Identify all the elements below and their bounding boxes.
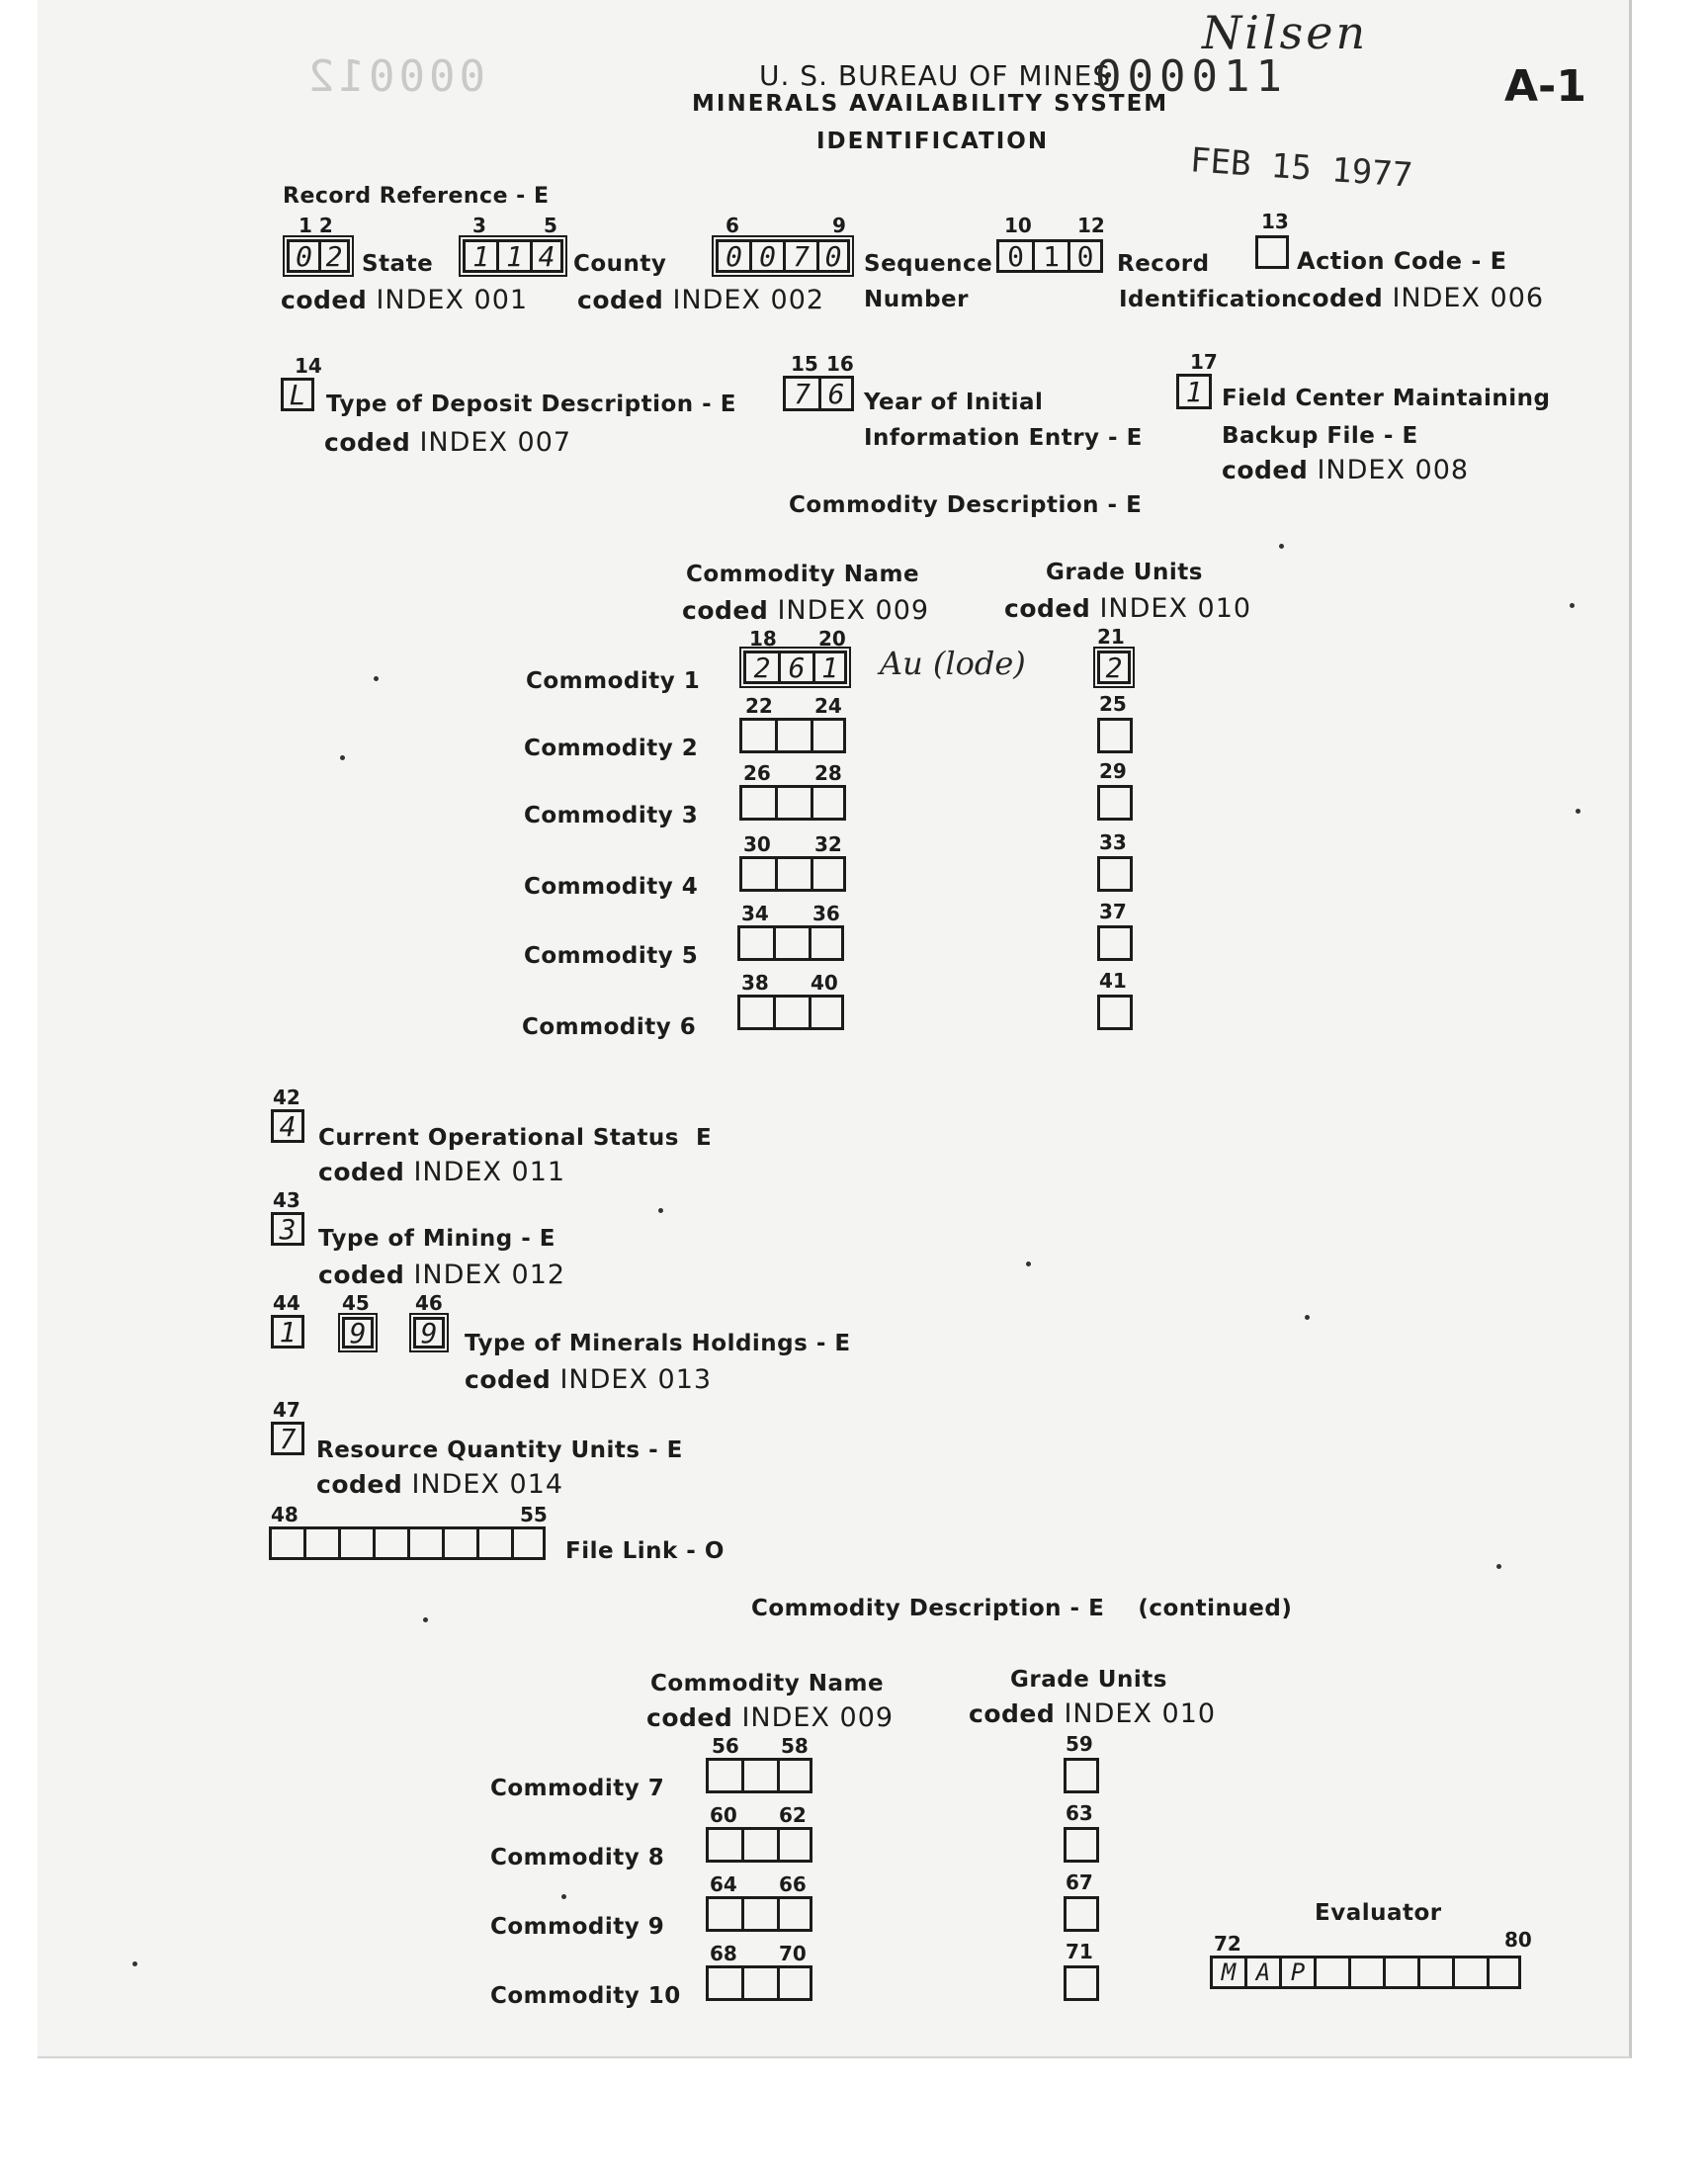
commodity-8-name-digit-3[interactable]	[777, 1827, 812, 1863]
commodity-7-name-digit-2[interactable]	[741, 1758, 777, 1793]
commodity-9-name-start: 64	[710, 1872, 737, 1896]
commodity-10-name-digit-2[interactable]	[741, 1965, 777, 2001]
commodity-7-grade-col: 59	[1066, 1732, 1093, 1756]
commodity-3-grade-box[interactable]	[1097, 785, 1133, 821]
deposit-coded: coded INDEX 007	[324, 427, 572, 458]
file-link-label: File Link - O	[565, 1538, 725, 1564]
deposit-label: Type of Deposit Description - E	[326, 392, 736, 417]
resource-units-boxes[interactable]	[271, 1422, 304, 1455]
evaluator-char-6[interactable]	[1383, 1956, 1417, 1989]
grade-units-header: Grade Units	[1046, 560, 1203, 585]
commodity-4-label: Commodity 4	[524, 874, 699, 900]
county-digit-1[interactable]: 1	[463, 239, 496, 273]
action-col: 13	[1261, 210, 1289, 233]
form-sheet	[38, 0, 1632, 2058]
holdings-label: Type of Minerals Holdings - E	[465, 1331, 851, 1356]
commodity-3-name-digit-3[interactable]	[811, 785, 846, 821]
sequence-label: Sequence	[864, 251, 993, 277]
commodity-6-grade-box[interactable]	[1097, 995, 1133, 1030]
action-label: Action Code - E	[1297, 247, 1507, 275]
commodity-2-name-digit-3[interactable]	[811, 718, 846, 753]
commodity-10-name-digit-3[interactable]	[777, 1965, 812, 2001]
file-link-digit-8[interactable]	[511, 1526, 546, 1560]
county-label: County	[573, 251, 667, 277]
commodity-4-name-end: 32	[814, 832, 842, 856]
status-label: Current Operational Status E	[318, 1125, 713, 1151]
commodity-5-grade-col: 37	[1099, 900, 1127, 923]
county-col-end: 5	[544, 214, 557, 237]
evaluator-char-2[interactable]: A	[1244, 1956, 1279, 1989]
record-id-label-2: Identification	[1119, 287, 1298, 312]
deposit-boxes[interactable]	[281, 378, 314, 411]
mining-boxes[interactable]	[271, 1212, 304, 1246]
year-col-end: 16	[826, 352, 854, 376]
year-digit-1[interactable]: 7	[783, 376, 818, 411]
evaluator-char-8[interactable]	[1452, 1956, 1487, 1989]
evaluator-char-5[interactable]	[1348, 1956, 1383, 1989]
scan-speck	[1305, 1315, 1310, 1320]
commodity-8-name-digit-2[interactable]	[741, 1827, 777, 1863]
county-col-start: 3	[472, 214, 486, 237]
commodity-section-title: Commodity Description - E	[789, 492, 1143, 518]
stamp-number: 000011	[1095, 51, 1288, 102]
commodity-2-grade-box[interactable]	[1097, 718, 1133, 753]
scan-speck	[561, 1894, 566, 1899]
commodity-9-name-digit-2[interactable]	[741, 1896, 777, 1932]
holdings-coded: coded INDEX 013	[465, 1364, 713, 1395]
commodity-10-grade-box[interactable]	[1064, 1965, 1099, 2001]
commodity-7-name-digit-1[interactable]	[706, 1758, 741, 1793]
sequence-digit-4[interactable]: 0	[816, 239, 850, 273]
commodity-6-name-boxes[interactable]	[737, 995, 844, 1030]
file-link-digit-1[interactable]	[269, 1526, 303, 1560]
field-center-boxes[interactable]	[1176, 374, 1212, 409]
status-col: 42	[273, 1086, 300, 1109]
field-center-label: Field Center Maintaining	[1222, 386, 1551, 411]
commodity-8-label: Commodity 8	[490, 1845, 665, 1870]
file-link-col-start: 48	[271, 1503, 299, 1526]
commodity-4-grade-box[interactable]	[1097, 856, 1133, 892]
sequence-label-2: Number	[864, 287, 969, 312]
commodity-1-name-start: 18	[749, 627, 777, 651]
commodity-1-label: Commodity 1	[526, 668, 701, 694]
date-stamp: FEB 15 1977	[1188, 140, 1414, 196]
commodity-8-grade-col: 63	[1066, 1801, 1093, 1825]
commodity-7-name-end: 58	[781, 1734, 809, 1758]
evaluator-char-1[interactable]: M	[1210, 1956, 1244, 1989]
commodity-9-label: Commodity 9	[490, 1914, 665, 1940]
commodity-6-grade-col: 41	[1099, 969, 1127, 993]
commodity-7-grade-value[interactable]	[1064, 1758, 1099, 1793]
commodity-5-name-start: 34	[741, 902, 769, 925]
commodity-10-name-start: 68	[710, 1942, 737, 1965]
action-digit[interactable]	[1255, 235, 1289, 269]
scan-speck	[1570, 603, 1575, 608]
field-center-label-2: Backup File - E	[1222, 423, 1418, 449]
commodity-9-grade-value[interactable]	[1064, 1896, 1099, 1932]
holdings-col-46: 46	[415, 1291, 443, 1315]
commodity-6-label: Commodity 6	[522, 1014, 697, 1040]
scan-speck	[340, 755, 345, 760]
record-id-digit-3[interactable]: 0	[1068, 239, 1103, 273]
commodity-10-name-digit-1[interactable]	[706, 1965, 741, 2001]
commodity-3-name-end: 28	[814, 761, 842, 785]
resource-units-coded: coded INDEX 014	[316, 1469, 564, 1500]
status-coded: coded INDEX 011	[318, 1157, 566, 1187]
year-label-2: Information Entry - E	[864, 425, 1143, 451]
sequence-digit-3[interactable]: 7	[783, 239, 816, 273]
sequence-col-start: 6	[726, 214, 739, 237]
form-code: A-1	[1504, 61, 1586, 112]
mining-label: Type of Mining - E	[318, 1226, 555, 1252]
grade-units-coded: coded INDEX 010	[1004, 593, 1252, 624]
evaluator-col-start: 72	[1214, 1932, 1241, 1956]
commodity-9-name-digit-1[interactable]	[706, 1896, 741, 1932]
field-center-col: 17	[1190, 350, 1218, 374]
state-digit-2[interactable]: 2	[318, 239, 350, 273]
commodity-6-name-digit-3[interactable]	[809, 995, 844, 1030]
record-id-digit-2[interactable]: 1	[1032, 239, 1068, 273]
commodity-name-coded: coded INDEX 009	[682, 595, 930, 626]
commodity-4-grade-value[interactable]	[1097, 856, 1133, 892]
commodity-2-grade-value[interactable]	[1097, 718, 1133, 753]
file-link-boxes[interactable]	[269, 1526, 546, 1560]
bureau-title: U. S. BUREAU OF MINES	[759, 59, 1112, 92]
state-boxes[interactable]	[287, 239, 350, 273]
commodity-4-name-start: 30	[743, 832, 771, 856]
commodity-2-name-coded: coded INDEX 009	[646, 1702, 895, 1733]
commodity-4-name-digit-2[interactable]	[775, 856, 811, 892]
commodity-2-name-boxes[interactable]	[739, 718, 846, 753]
state-coded: coded INDEX 001	[281, 285, 529, 315]
commodity-7-grade-box[interactable]	[1064, 1758, 1099, 1793]
holdings-box-46[interactable]	[413, 1317, 445, 1348]
holdings-col-45: 45	[342, 1291, 370, 1315]
file-link-digit-4[interactable]	[373, 1526, 407, 1560]
commodity-9-name-boxes[interactable]	[706, 1896, 812, 1932]
ghost-number: 000012	[304, 51, 485, 102]
evaluator-char-4[interactable]	[1314, 1956, 1348, 1989]
county-coded: coded INDEX 002	[577, 285, 825, 315]
commodity-3-grade-value[interactable]	[1097, 785, 1133, 821]
action-boxes[interactable]	[1255, 235, 1289, 269]
file-link-col-end: 55	[520, 1503, 548, 1526]
file-link-digit-7[interactable]	[476, 1526, 511, 1560]
file-link-digit-5[interactable]	[407, 1526, 442, 1560]
holdings-value-44[interactable]: 1	[271, 1315, 304, 1348]
county-digit-2[interactable]: 1	[496, 239, 530, 273]
commodity-1-name-end: 20	[818, 627, 846, 651]
commodity-1-grade-box[interactable]	[1097, 651, 1131, 684]
scan-speck	[1496, 1564, 1501, 1569]
handwritten-name: Nilsen	[1202, 6, 1369, 59]
scan-speck	[1279, 544, 1284, 549]
commodity-3-name-boxes[interactable]	[739, 785, 846, 821]
commodity-4-name-digit-1[interactable]	[739, 856, 775, 892]
commodity-2-name-digit-2[interactable]	[775, 718, 811, 753]
resource-units-col: 47	[273, 1398, 300, 1422]
commodity-8-name-digit-1[interactable]	[706, 1827, 741, 1863]
commodity-5-grade-value[interactable]	[1097, 925, 1133, 961]
grade-units-2-header: Grade Units	[1010, 1667, 1167, 1693]
commodity-5-name-digit-1[interactable]	[737, 925, 773, 961]
commodity-8-name-boxes[interactable]	[706, 1827, 812, 1863]
file-link-digit-2[interactable]	[303, 1526, 338, 1560]
commodity-6-name-digit-1[interactable]	[737, 995, 773, 1030]
year-col-start: 15	[791, 352, 818, 376]
record-id-col-start: 10	[1004, 214, 1032, 237]
sequence-digit-1[interactable]: 0	[716, 239, 749, 273]
commodity-5-name-digit-2[interactable]	[773, 925, 809, 961]
action-coded: coded INDEX 006	[1297, 283, 1545, 313]
mining-coded: coded INDEX 012	[318, 1260, 566, 1290]
county-digit-3[interactable]: 4	[530, 239, 563, 273]
file-link-digit-3[interactable]	[338, 1526, 373, 1560]
commodity-9-name-end: 66	[779, 1872, 807, 1896]
commodity-1-grade-value[interactable]: 2	[1097, 651, 1131, 684]
commodity-2-grade-col: 25	[1099, 692, 1127, 716]
record-id-boxes[interactable]	[996, 239, 1103, 273]
commodity-5-label: Commodity 5	[524, 943, 699, 969]
form-title: IDENTIFICATION	[816, 129, 1050, 154]
evaluator-col-end: 80	[1504, 1928, 1532, 1952]
commodity-1-name-digit-2[interactable]: 6	[778, 651, 812, 684]
holdings-value-45[interactable]: 9	[342, 1317, 374, 1348]
commodity-9-grade-box[interactable]	[1064, 1896, 1099, 1932]
commodity-5-name-digit-3[interactable]	[809, 925, 844, 961]
holdings-box-44[interactable]	[271, 1315, 304, 1348]
commodity-10-name-boxes[interactable]	[706, 1965, 812, 2001]
evaluator-label: Evaluator	[1315, 1900, 1442, 1926]
sequence-digit-2[interactable]: 0	[749, 239, 783, 273]
commodity-1-name-boxes[interactable]	[743, 651, 847, 684]
deposit-value[interactable]: L	[281, 378, 314, 411]
scan-speck	[658, 1208, 663, 1213]
commodity-6-name-digit-2[interactable]	[773, 995, 809, 1030]
holdings-col-44: 44	[273, 1291, 300, 1315]
commodity-5-name-end: 36	[812, 902, 840, 925]
commodity-7-label: Commodity 7	[490, 1776, 665, 1801]
status-boxes[interactable]	[271, 1109, 304, 1143]
record-id-digit-1[interactable]: 0	[996, 239, 1032, 273]
commodity-8-grade-box[interactable]	[1064, 1827, 1099, 1863]
sequence-boxes[interactable]	[716, 239, 850, 273]
commodity-1-name-digit-1[interactable]: 2	[743, 651, 778, 684]
commodity-4-name-boxes[interactable]	[739, 856, 846, 892]
scan-speck	[374, 676, 379, 681]
evaluator-boxes[interactable]	[1210, 1956, 1521, 1989]
field-center-value[interactable]: 1	[1176, 374, 1212, 409]
record-id-col-end: 12	[1077, 214, 1105, 237]
mining-value[interactable]: 3	[271, 1212, 304, 1246]
scan-speck	[132, 1961, 137, 1966]
commodity-4-grade-col: 33	[1099, 830, 1127, 854]
year-boxes[interactable]	[783, 376, 854, 411]
commodity-section-2-title: Commodity Description - E (continued)	[751, 1596, 1293, 1621]
commodity-10-label: Commodity 10	[490, 1983, 681, 2009]
commodity-5-grade-box[interactable]	[1097, 925, 1133, 961]
commodity-1-grade-col: 21	[1097, 625, 1125, 649]
evaluator-char-9[interactable]	[1487, 1956, 1521, 1989]
commodity-8-grade-value[interactable]	[1064, 1827, 1099, 1863]
evaluator-char-7[interactable]	[1417, 1956, 1452, 1989]
year-digit-2[interactable]: 6	[818, 376, 854, 411]
commodity-8-name-start: 60	[710, 1803, 737, 1827]
resource-units-value[interactable]: 7	[271, 1422, 304, 1455]
holdings-value-46[interactable]: 9	[413, 1317, 445, 1348]
commodity-2-name-start: 22	[745, 694, 773, 718]
record-reference-label: Record Reference - E	[283, 184, 550, 209]
commodity-10-grade-col: 71	[1066, 1940, 1093, 1963]
county-boxes[interactable]	[463, 239, 563, 273]
commodity-10-grade-value[interactable]	[1064, 1965, 1099, 2001]
status-value[interactable]: 4	[271, 1109, 304, 1143]
commodity-6-grade-value[interactable]	[1097, 995, 1133, 1030]
year-label: Year of Initial	[864, 390, 1044, 415]
commodity-1-note: Au (lode)	[880, 645, 1026, 682]
grade-units-2-coded: coded INDEX 010	[969, 1698, 1217, 1729]
commodity-2-name-end: 24	[814, 694, 842, 718]
evaluator-char-3[interactable]: P	[1279, 1956, 1314, 1989]
deposit-col: 14	[295, 354, 322, 378]
commodity-8-name-end: 62	[779, 1803, 807, 1827]
commodity-7-name-digit-3[interactable]	[777, 1758, 812, 1793]
holdings-box-45[interactable]	[342, 1317, 374, 1348]
commodity-name-header: Commodity Name	[686, 562, 920, 587]
commodity-7-name-start: 56	[712, 1734, 739, 1758]
commodity-5-name-boxes[interactable]	[737, 925, 844, 961]
commodity-6-name-start: 38	[741, 971, 769, 995]
state-label: State	[362, 251, 434, 277]
commodity-3-name-digit-1[interactable]	[739, 785, 775, 821]
commodity-3-name-start: 26	[743, 761, 771, 785]
record-id-label: Record	[1117, 251, 1210, 277]
commodity-4-name-digit-3[interactable]	[811, 856, 846, 892]
commodity-3-name-digit-2[interactable]	[775, 785, 811, 821]
state-columns: 1 2	[299, 214, 333, 237]
field-center-coded: coded INDEX 008	[1222, 455, 1470, 485]
commodity-3-grade-col: 29	[1099, 759, 1127, 783]
commodity-7-name-boxes[interactable]	[706, 1758, 812, 1793]
commodity-10-name-end: 70	[779, 1942, 807, 1965]
scan-speck	[1576, 809, 1580, 814]
scan-speck	[423, 1617, 428, 1622]
state-digit-1[interactable]: 0	[287, 239, 318, 273]
mining-col: 43	[273, 1188, 300, 1212]
commodity-9-name-digit-3[interactable]	[777, 1896, 812, 1932]
resource-units-label: Resource Quantity Units - E	[316, 1437, 683, 1463]
scan-speck	[1026, 1262, 1031, 1266]
commodity-2-label: Commodity 2	[524, 736, 699, 761]
sequence-col-end: 9	[832, 214, 846, 237]
file-link-digit-6[interactable]	[442, 1526, 476, 1560]
commodity-6-name-end: 40	[811, 971, 838, 995]
commodity-1-name-digit-3[interactable]: 1	[812, 651, 847, 684]
commodity-2-name-digit-1[interactable]	[739, 718, 775, 753]
commodity-2-name-header: Commodity Name	[650, 1671, 885, 1696]
commodity-9-grade-col: 67	[1066, 1870, 1093, 1894]
system-title: MINERALS AVAILABILITY SYSTEM	[692, 91, 1169, 117]
commodity-3-label: Commodity 3	[524, 803, 699, 828]
